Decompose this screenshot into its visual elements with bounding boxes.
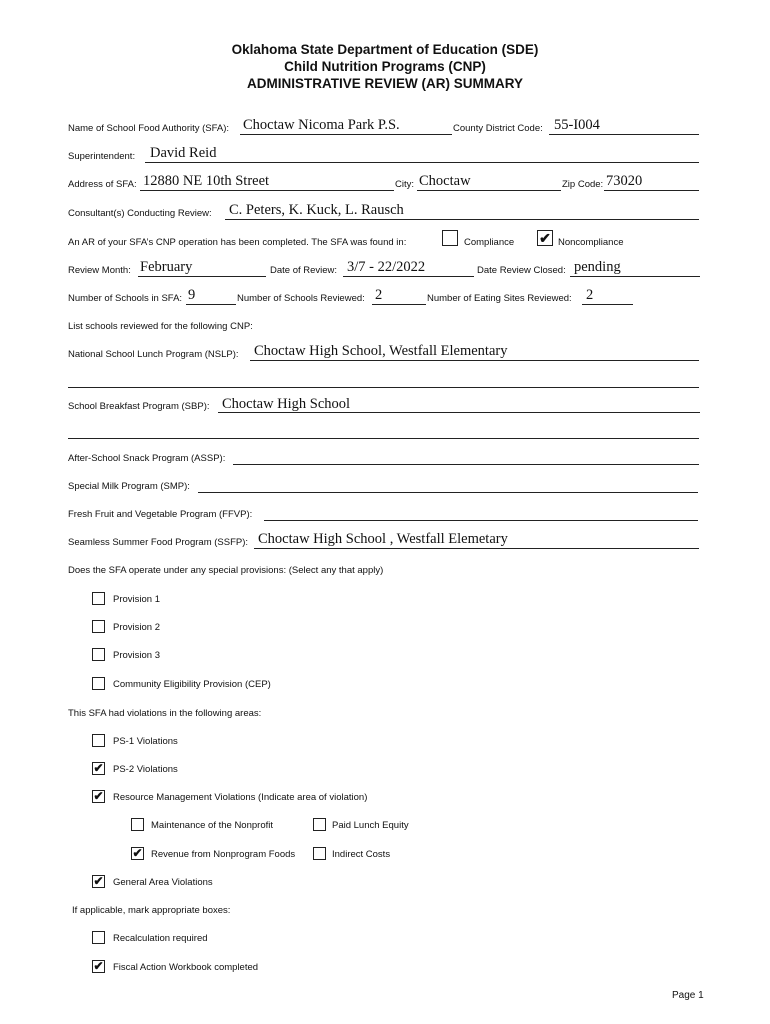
review-date-underline — [343, 276, 474, 277]
provision-1-label: Provision 1 — [113, 594, 160, 605]
sfa-underline — [240, 134, 452, 135]
noncompliance-checkbox[interactable]: ✔ — [537, 230, 553, 246]
recalculation-label: Recalculation required — [113, 933, 208, 944]
ssfp-label: Seamless Summer Food Program (SSFP): — [68, 537, 249, 548]
superintendent-label: Superintendent: — [68, 151, 136, 162]
county-label: County District Code: — [453, 123, 543, 134]
review-date-label: Date of Review: — [270, 265, 338, 276]
provision-2-checkbox[interactable] — [92, 620, 105, 633]
revenue-checkbox[interactable]: ✔ — [132, 846, 143, 860]
county-underline — [549, 134, 699, 135]
paid-lunch-label: Paid Lunch Equity — [332, 820, 409, 831]
nslp-underline — [250, 360, 699, 361]
title-line-3: ADMINISTRATIVE REVIEW (AR) SUMMARY — [247, 76, 523, 91]
sfa-value[interactable]: Choctaw Nicoma Park P.S. — [243, 117, 400, 133]
maintenance-checkbox[interactable] — [131, 818, 144, 831]
schools-reviewed-label: Number of Schools Reviewed: — [237, 293, 365, 304]
provision-2-label: Provision 2 — [113, 622, 160, 633]
general-area-label: General Area Violations — [113, 877, 213, 888]
title-line-1: Oklahoma State Department of Education (SDE) — [231, 42, 539, 57]
zip-label: Zip Code: — [562, 179, 604, 190]
schools-in-sfa-label: Number of Schools in SFA: — [68, 293, 183, 304]
recalculation-checkbox[interactable] — [92, 931, 105, 944]
provision-3-label: Provision 3 — [113, 650, 160, 661]
consultant-underline — [225, 219, 699, 220]
sbp-label: School Breakfast Program (SBP): — [68, 401, 210, 412]
assp-underline[interactable] — [233, 464, 699, 465]
eating-sites-value[interactable]: 2 — [586, 287, 594, 303]
county-value[interactable]: 55-I004 — [554, 117, 600, 133]
city-label: City: — [395, 179, 414, 190]
cep-checkbox[interactable] — [92, 677, 105, 690]
eating-sites-label: Number of Eating Sites Reviewed: — [427, 293, 572, 304]
city-value[interactable]: Choctaw — [419, 173, 471, 189]
ps1-label: PS-1 Violations — [113, 736, 178, 747]
consultant-value[interactable]: C. Peters, K. Kuck, L. Rausch — [229, 202, 404, 218]
schools-in-sfa-value[interactable]: 9 — [188, 287, 196, 303]
review-month-underline — [138, 276, 266, 277]
title-line-2: Child Nutrition Programs (CNP) — [284, 59, 486, 74]
provision-1-checkbox[interactable] — [92, 592, 105, 605]
assp-label: After-School Snack Program (ASSP): — [68, 453, 226, 464]
eating-sites-underline — [582, 304, 633, 305]
compliance-checkbox[interactable] — [442, 230, 458, 246]
found-in-label: An AR of your SFA’s CNP operation has been completed. The SFA was found in: — [68, 237, 407, 248]
violations-heading: This SFA had violations in the following areas: — [68, 708, 262, 719]
smp-label: Special Milk Program (SMP): — [68, 481, 190, 492]
date-closed-underline — [570, 276, 700, 277]
resource-mgmt-checkbox[interactable]: ✔ — [93, 789, 104, 803]
fiscal-action-label: Fiscal Action Workbook completed — [113, 962, 259, 973]
address-value[interactable]: 12880 NE 10th Street — [143, 173, 270, 189]
ps2-checkbox[interactable]: ✔ — [93, 761, 104, 775]
ps1-checkbox[interactable] — [92, 734, 105, 747]
general-area-checkbox[interactable]: ✔ — [93, 874, 104, 888]
indirect-costs-label: Indirect Costs — [332, 849, 391, 860]
date-closed-value[interactable]: pending — [574, 259, 621, 275]
address-label: Address of SFA: — [68, 179, 137, 190]
list-schools-label: List schools reviewed for the following CNP: — [68, 321, 253, 332]
date-closed-label: Date Review Closed: — [477, 265, 566, 276]
ssfp-underline — [254, 548, 699, 549]
revenue-label: Revenue from Nonprogram Foods — [151, 849, 296, 860]
sbp-value[interactable]: Choctaw High School — [222, 396, 351, 412]
provisions-question: Does the SFA operate under any special provisions: (Select any that apply) — [68, 565, 384, 576]
address-underline — [140, 190, 394, 191]
sbp-underline-2 — [68, 438, 699, 439]
ps2-label: PS-2 Violations — [113, 764, 178, 775]
zip-underline — [604, 190, 699, 191]
superintendent-underline — [145, 162, 699, 163]
ssfp-value[interactable]: Choctaw High School , Westfall Elemetary — [258, 531, 508, 547]
city-underline — [417, 190, 561, 191]
applicable-heading: If applicable, mark appropriate boxes: — [72, 905, 231, 916]
ffvp-underline[interactable] — [264, 520, 698, 521]
sfa-label: Name of School Food Authority (SFA): — [68, 123, 230, 134]
consultant-label: Consultant(s) Conducting Review: — [68, 208, 212, 219]
zip-value[interactable]: 73020 — [606, 173, 643, 189]
noncompliance-label: Noncompliance — [558, 237, 624, 248]
indirect-costs-checkbox[interactable] — [313, 847, 326, 860]
review-date-value[interactable]: 3/7 - 22/2022 — [347, 259, 426, 275]
nslp-label: National School Lunch Program (NSLP): — [68, 349, 239, 360]
paid-lunch-checkbox[interactable] — [313, 818, 326, 831]
ffvp-label: Fresh Fruit and Vegetable Program (FFVP): — [68, 509, 253, 520]
smp-underline[interactable] — [198, 492, 698, 493]
provision-3-checkbox[interactable] — [92, 648, 105, 661]
superintendent-value[interactable]: David Reid — [150, 145, 217, 161]
schools-reviewed-value[interactable]: 2 — [375, 287, 383, 303]
fiscal-action-checkbox[interactable]: ✔ — [93, 959, 104, 973]
nslp-underline-2 — [68, 387, 699, 388]
schools-in-sfa-underline — [186, 304, 236, 305]
compliance-label: Compliance — [464, 237, 515, 248]
resource-mgmt-label: Resource Management Violations (Indicate area of violation) — [113, 792, 368, 803]
nslp-value[interactable]: Choctaw High School, Westfall Elementary — [254, 343, 508, 359]
cep-label: Community Eligibility Provision (CEP) — [113, 679, 271, 690]
review-month-label: Review Month: — [68, 265, 131, 276]
maintenance-label: Maintenance of the Nonprofit — [151, 820, 273, 831]
schools-reviewed-underline — [372, 304, 426, 305]
page-number: Page 1 — [672, 990, 704, 1001]
review-month-value[interactable]: February — [140, 259, 193, 275]
